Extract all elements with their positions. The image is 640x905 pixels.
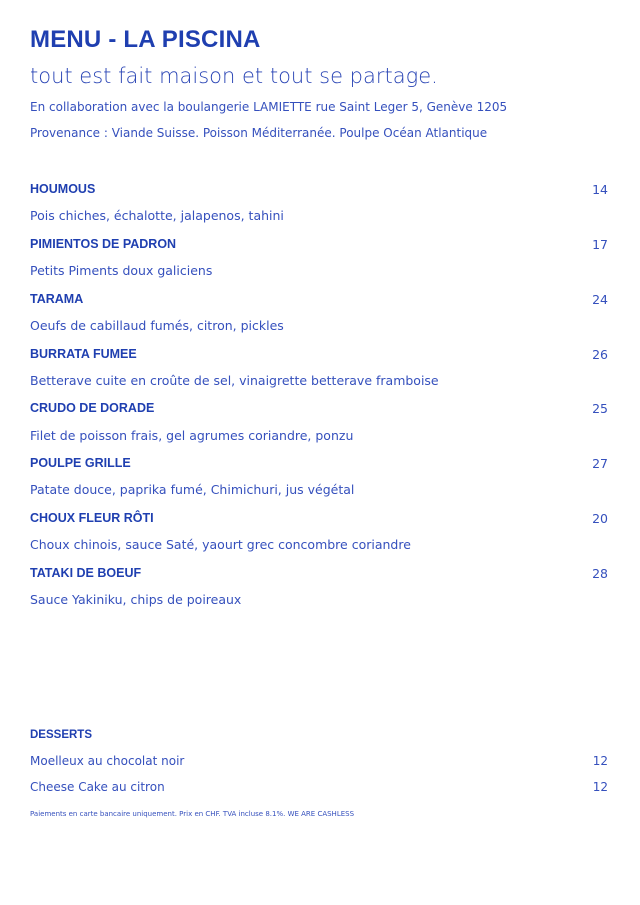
dish-description-poulpe: Patate douce, paprika fumé, Chimichuri, jus végétal [30,482,355,497]
desserts-heading: DESSERTS [30,729,92,741]
dish-price-tarama: 24 [592,292,608,307]
dish-description-tataki: Sauce Yakiniku, chips de poireaux [30,592,242,607]
dish-price-pimientos: 17 [592,237,608,252]
menu-subtitle: tout est fait maison et tout se partage. [30,64,438,88]
dish-description-pimientos: Petits Piments doux galiciens [30,263,213,278]
dish-name-tataki: TATAKI DE BOEUF [30,566,142,580]
dish-price-choux-fleur: 20 [592,511,608,526]
dish-name-houmous: HOUMOUS [30,182,96,196]
dish-description-crudo: Filet de poisson frais, gel agrumes coriandre, ponzu [30,428,354,443]
dish-price-houmous: 14 [592,182,608,197]
collaboration-note: En collaboration avec la boulangerie LAMIETTE rue Saint Leger 5, Genève 1205 [30,100,508,114]
dish-description-tarama: Oeufs de cabillaud fumés, citron, pickles [30,318,284,333]
dish-name-pimientos: PIMIENTOS DE PADRON [30,237,177,251]
dessert-name-moelleux: Moelleux au chocolat noir [30,754,185,768]
dish-name-crudo: CRUDO DE DORADE [30,401,155,415]
dish-name-tarama: TARAMA [30,292,84,306]
dish-description-choux-fleur: Choux chinois, sauce Saté, yaourt grec concombre coriandre [30,537,411,552]
dessert-price-moelleux: 12 [592,754,608,768]
dessert-price-cheesecake: 12 [592,780,608,794]
dish-price-poulpe: 27 [592,456,608,471]
provenance-note: Provenance : Viande Suisse. Poisson Méditerranée. Poulpe Océan Atlantique [30,126,488,140]
dish-name-choux-fleur: CHOUX FLEUR RÔTI [30,511,154,525]
dish-price-burrata: 26 [592,347,608,362]
payment-footer-note: Paiements en carte bancaire uniquement. Prix en CHF. TVA incluse 8.1%. WE ARE CASHLESS [30,810,355,818]
dish-price-crudo: 25 [592,401,608,416]
dish-description-burrata: Betterave cuite en croûte de sel, vinaigrette betterave framboise [30,373,439,388]
dish-description-houmous: Pois chiches, échalotte, jalapenos, tahini [30,208,284,223]
menu-title: MENU - LA PISCINA [30,26,261,53]
dish-name-poulpe: POULPE GRILLE [30,456,131,470]
dish-price-tataki: 28 [592,566,608,581]
dessert-name-cheesecake: Cheese Cake au citron [30,780,165,794]
dish-name-burrata: BURRATA FUMEE [30,347,137,361]
